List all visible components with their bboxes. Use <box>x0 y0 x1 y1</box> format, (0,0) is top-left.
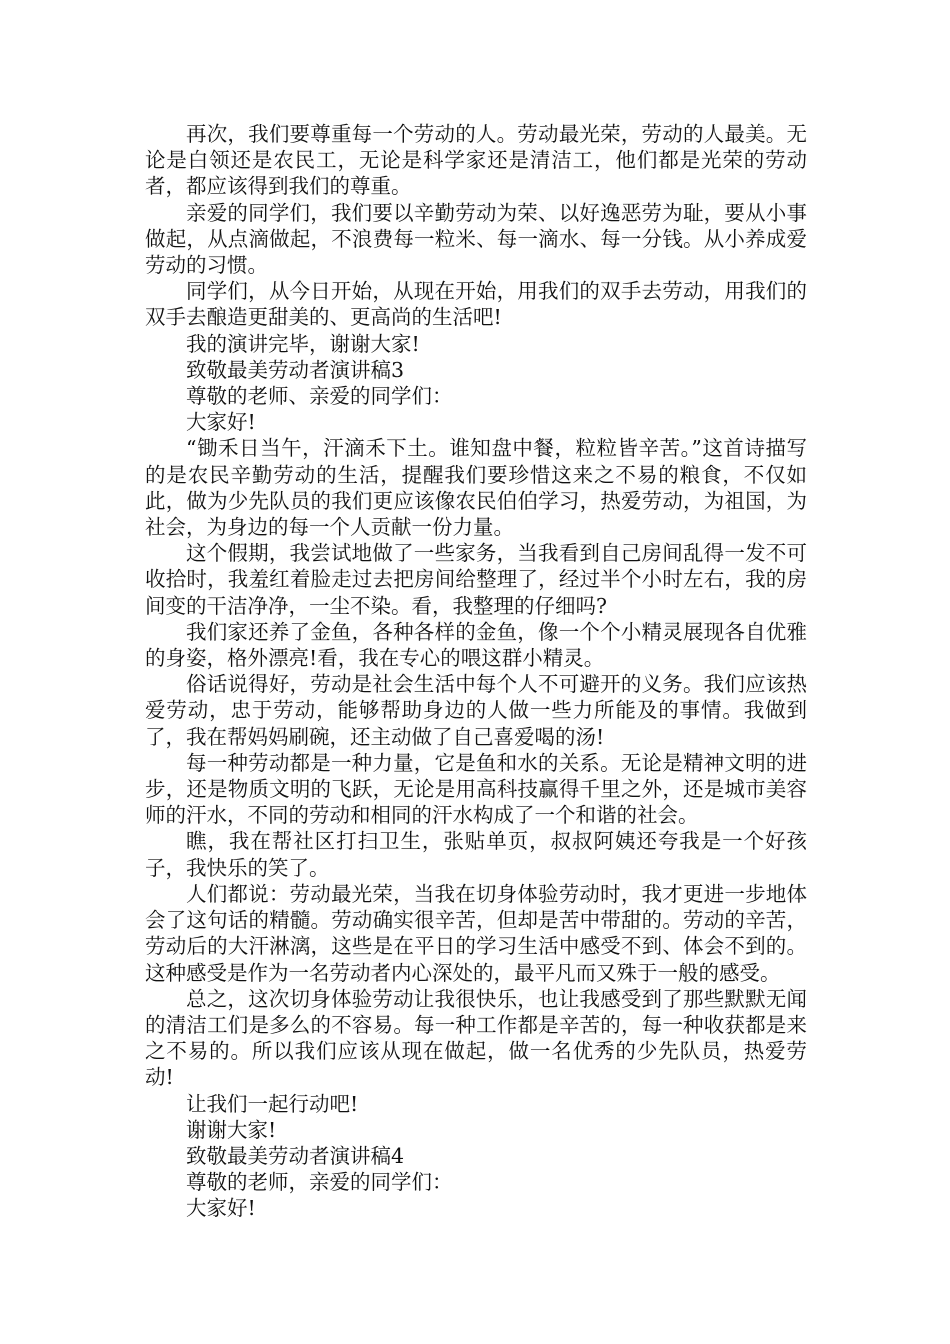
paragraph: 总之，这次切身体验劳动让我很快乐，也让我感受到了那些默默无闻的清洁工们是多么的不容易。每一种工作都是辛苦的，每一种收获都是来之不易的。所以我们应该从现在做起，做一名优秀的少先队员，热爱劳动! <box>145 986 807 1090</box>
paragraph: 再次，我们要尊重每一个劳动的人。劳动最光荣，劳动的人最美。无论是白领还是农民工，无论是科学家还是清洁工，他们都是光荣的劳动者，都应该得到我们的尊重。 <box>145 122 807 199</box>
section-title: 致敬最美劳动者演讲稿3 <box>186 357 405 382</box>
paragraph: 这个假期，我尝试地做了一些家务，当我看到自己房间乱得一发不可收拾时，我羞红着脸走过去把房间给整理了，经过半个小时左右，我的房间变的干洁净净，一尘不染。看，我整理的仔细吗? <box>145 541 807 618</box>
section-title: 致敬最美劳动者演讲稿4 <box>186 1143 405 1168</box>
paragraph: 瞧，我在帮社区打扫卫生，张贴单页，叔叔阿姨还夸我是一个好孩子，我快乐的笑了。 <box>145 829 807 880</box>
closing-line: 我的演讲完毕，谢谢大家! <box>186 331 420 356</box>
salutation: 尊敬的老师、亲爱的同学们： <box>186 384 453 409</box>
paragraph: 人们都说：劳动最光荣，当我在切身体验劳动时，我才更进一步地体会了这句话的精髓。劳动确实很辛苦，但却是苦中带甜的。劳动的辛苦，劳动后的大汗淋漓，这些是在平日的学习生活中感受不到、体会不到的。这种感受是作为一名劳动者内心深处的，最平凡而又殊于一般的感受。 <box>145 881 807 985</box>
paragraph: 俗话说得好，劳动是社会生活中每个人不可避开的义务。我们应该热爱劳动，忠于劳动，能够帮助身边的人做一些力所能及的事情。我做到了，我在帮妈妈刷碗，还主动做了自己喜爱喝的汤! <box>145 672 807 749</box>
paragraph: 我们家还养了金鱼，各种各样的金鱼，像一个个小精灵展现各自优雅的身姿，格外漂亮!看，我在专心的喂这群小精灵。 <box>145 619 807 671</box>
paragraph: 每一种劳动都是一种力量，它是鱼和水的关系。无论是精神文明的进步，还是物质文明的飞跃，无论是用高科技赢得千里之外，还是城市美容师的汗水，不同的劳动和相同的汗水构成了一个和谐的社会。 <box>145 750 807 828</box>
salutation: 尊敬的老师，亲爱的同学们： <box>186 1170 453 1195</box>
closing-line: 让我们一起行动吧! <box>186 1091 359 1116</box>
document-body <box>145 121 807 1222</box>
paragraph: 同学们，从今日开始，从现在开始，用我们的双手去劳动，用我们的双手去酿造更甜美的、更高尚的生活吧! <box>145 279 807 330</box>
closing-line: 谢谢大家! <box>186 1117 277 1142</box>
greeting: 大家好! <box>186 1196 256 1221</box>
greeting: 大家好! <box>186 410 256 435</box>
paragraph: 亲爱的同学们，我们要以辛勤劳动为荣、以好逸恶劳为耻，要从小事做起，从点滴做起，不浪费每一粒米、每一滴水、每一分钱。从小养成爱劳动的习惯。 <box>145 200 807 278</box>
paragraph: “锄禾日当午，汗滴禾下土。谁知盘中餐，粒粒皆辛苦。”这首诗描写的是农民辛勤劳动的生活，提醒我们要珍惜这来之不易的粮食，不仅如此，做为少先队员的我们更应该像农民伯伯学习，热爱劳动，为祖国，为社会，为身边的每一个人贡献一份力量。 <box>145 436 807 540</box>
